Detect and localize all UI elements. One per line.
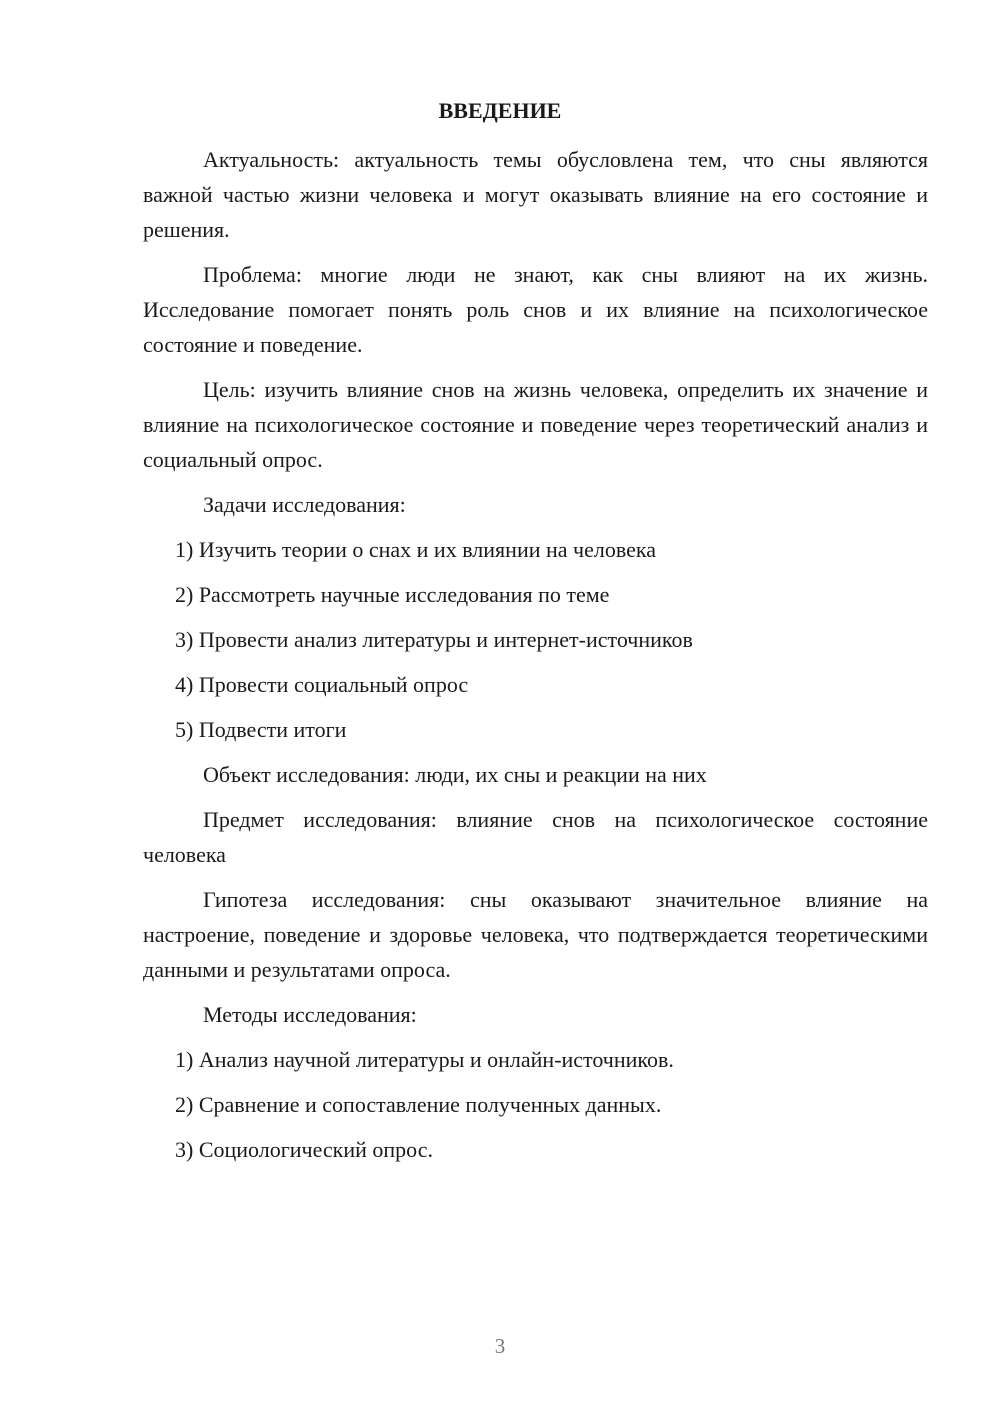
tasks-list [143,532,928,747]
object-paragraph: Объект исследования: люди, их сны и реакции на них [203,762,707,787]
list-item: 2) Сравнение и сопоставление полученных данных. [175,1092,662,1117]
list-item: 5) Подвести итоги [175,717,347,742]
page-content [143,142,928,1177]
page-number: 3 [494,1334,506,1358]
relevance-paragraph: Актуальность: актуальность темы обусловлена тем, что сны являются важной частью жизни человека и могут оказывать влияние на его состояние и решения. [143,147,928,242]
list-item: 3) Провести анализ литературы и интернет-источников [175,627,693,652]
page-title: ВВЕДЕНИЕ [438,98,562,123]
list-item: 2) Рассмотреть научные исследования по теме [175,582,610,607]
tasks-heading: Задачи исследования: [203,492,406,517]
goal-paragraph: Цель: изучить влияние снов на жизнь человека, определить их значение и влияние на психологическое состояние и поведение через теоретический анализ и социальный опрос. [143,377,928,472]
list-item: 3) Социологический опрос. [175,1137,433,1162]
subject-paragraph: Предмет исследования: влияние снов на психологическое состояние человека [143,807,928,867]
list-item: 4) Провести социальный опрос [175,672,469,697]
problem-paragraph: Проблема: многие люди не знают, как сны влияют на их жизнь. Исследование помогает понять роль снов и их влияние на психологическое состояние и поведение. [143,262,928,357]
list-item: 1) Изучить теории о снах и их влиянии на человека [175,537,656,562]
list-item: 1) Анализ научной литературы и онлайн-источников. [175,1047,674,1072]
methods-heading: Методы исследования: [203,1002,417,1027]
methods-list [143,1042,928,1167]
hypothesis-paragraph: Гипотеза исследования: сны оказывают значительное влияние на настроение, поведение и здоровье человека, что подтверждается теоретическими данными и результатами опроса. [143,887,928,982]
